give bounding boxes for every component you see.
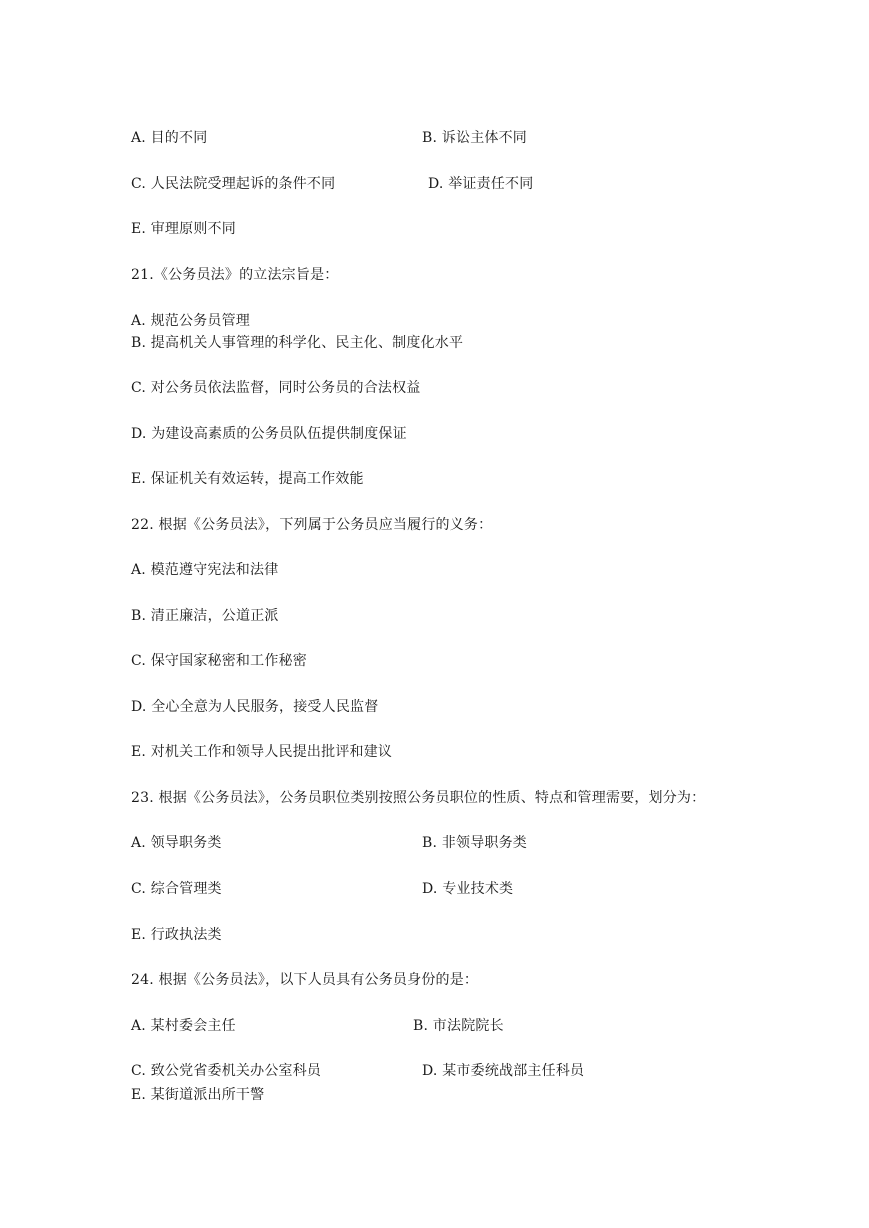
q21-stem: 21.《公务员法》的立法宗旨是：	[131, 267, 339, 283]
q22-option-e: E. 对机关工作和领导人民提出批评和建议	[131, 744, 393, 760]
q21-option-d: D. 为建设高素质的公务员队伍提供制度保证	[131, 426, 407, 442]
q21-option-e: E. 保证机关有效运转，提高工作效能	[131, 471, 364, 487]
prev-option-c: C. 人民法院受理起诉的条件不同	[131, 176, 336, 192]
q21-option-c: C. 对公务员依法监督，同时公务员的合法权益	[131, 380, 421, 396]
q23-stem: 23. 根据《公务员法》，公务员职位类别按照公务员职位的性质、特点和管理需要，划分为：	[131, 790, 706, 806]
q23-option-e: E. 行政执法类	[131, 927, 222, 943]
q24-option-d: D. 某市委统战部主任科员	[422, 1063, 585, 1079]
q22-option-b: B. 清正廉洁，公道正派	[131, 608, 279, 624]
q24-stem: 24. 根据《公务员法》，以下人员具有公务员身份的是：	[131, 972, 479, 988]
q22-stem: 22. 根据《公务员法》，下列属于公务员应当履行的义务：	[131, 517, 493, 533]
q24-option-e: E. 某街道派出所干警	[131, 1087, 265, 1103]
q24-option-b: B. 市法院院长	[413, 1018, 504, 1034]
q23-option-d: D. 专业技术类	[422, 881, 514, 897]
q21-option-a: A. 规范公务员管理	[131, 313, 251, 329]
prev-option-e: E. 审理原则不同	[131, 221, 236, 237]
q22-option-c: C. 保守国家秘密和工作秘密	[131, 653, 307, 669]
q21-option-b: B. 提高机关人事管理的科学化、民主化、制度化水平	[131, 335, 464, 351]
prev-option-b: B. 诉讼主体不同	[422, 130, 527, 146]
q23-option-c: C. 综合管理类	[131, 881, 222, 897]
q22-option-d: D. 全心全意为人民服务，接受人民监督	[131, 699, 379, 715]
q24-option-a: A. 某村委会主任	[131, 1018, 236, 1034]
q22-option-a: A. 模范遵守宪法和法律	[131, 562, 279, 578]
q24-option-c: C. 致公党省委机关办公室科员	[131, 1063, 322, 1079]
prev-option-d: D. 举证责任不同	[428, 176, 534, 192]
q23-option-a: A. 领导职务类	[131, 835, 222, 851]
prev-option-a: A. 目的不同	[131, 130, 208, 146]
q23-option-b: B. 非领导职务类	[422, 835, 527, 851]
